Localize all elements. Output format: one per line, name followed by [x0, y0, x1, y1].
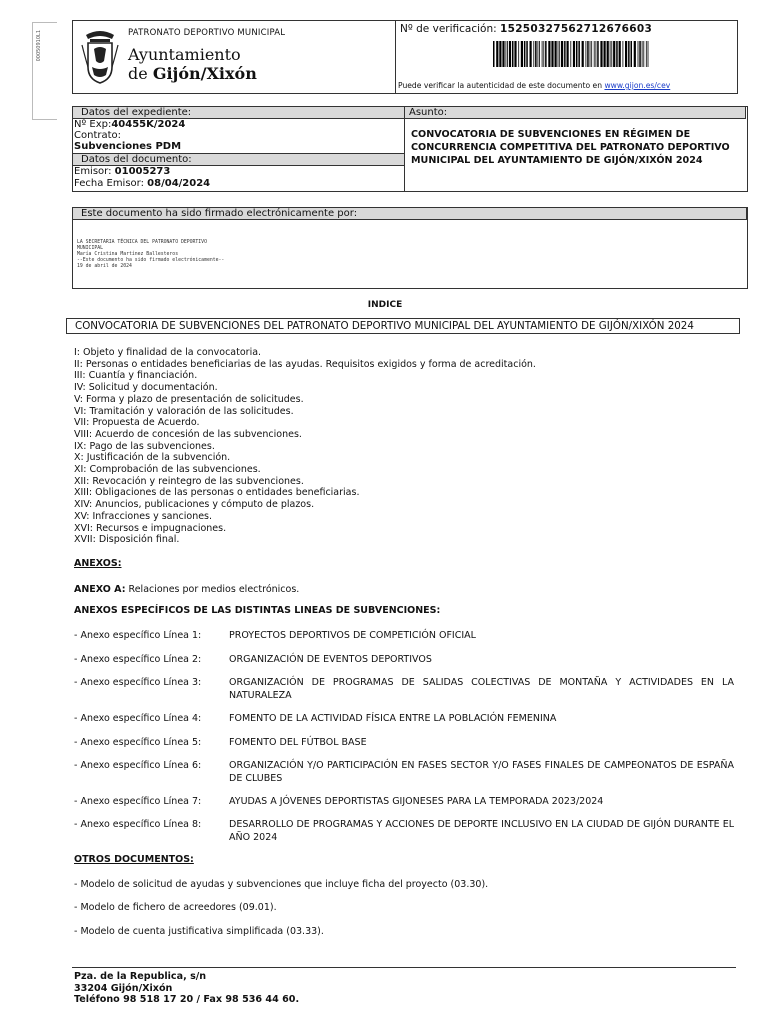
barcode-bar	[551, 41, 553, 67]
barcode-bar	[502, 41, 504, 67]
verification-code: 15250327562712676603	[499, 23, 653, 35]
toc-item: XVI: Recursos e impugnaciones.	[74, 522, 227, 534]
fecha-value: 08/04/2024	[147, 178, 211, 189]
documento-title: Datos del documento:	[72, 153, 405, 166]
toc-item: XVII: Disposición final.	[74, 534, 180, 546]
anexo-linea-label: - Anexo específico Línea 6:	[74, 760, 202, 771]
especificos-title: ANEXOS ESPECÍFICOS DE LAS DISTINTAS LINEAS DE SUBVENCIONES:	[74, 605, 441, 616]
barcode-bar	[616, 41, 618, 67]
barcode-bar	[619, 41, 621, 67]
toc-item: XIV: Anuncios, publicaciones y cómputo de plazos.	[74, 499, 315, 511]
toc-item: V: Forma y plazo de presentación de solicitudes.	[74, 393, 304, 405]
anexo-linea-text: ORGANIZACIÓN Y/O PARTICIPACIÓN EN FASES SECTOR Y/O FASES FINALES DE CAMPEONATOS DE ESPAÑA DE CLUBES	[229, 760, 734, 784]
anexo-a-text: Relaciones por medios electrónicos.	[128, 584, 300, 595]
org-name-line2	[128, 64, 257, 83]
barcode-bar	[611, 41, 612, 67]
barcode-bar	[648, 41, 649, 67]
asunto-title: Asunto:	[404, 106, 746, 119]
barcode-bar	[567, 41, 569, 67]
verification-line	[400, 23, 652, 35]
side-code: 00050910L1	[36, 30, 42, 62]
toc-item: XV: Infracciones y sanciones.	[74, 510, 213, 522]
anexo-linea-label: - Anexo específico Línea 4:	[74, 713, 202, 724]
toc-item: X: Justificación de la subvención.	[74, 452, 231, 464]
footer-line: 33204 Gijón/Xixón	[74, 982, 173, 994]
barcode-bar	[613, 41, 615, 67]
barcode-bar	[509, 41, 511, 67]
emisor	[74, 166, 170, 177]
toc-item: II: Personas o entidades beneficiarias de las ayudas. Requisitos exigidos y forma de acreditación.	[74, 358, 536, 370]
toc-list	[74, 347, 536, 546]
barcode-bar	[538, 41, 539, 67]
barcode-bar	[625, 41, 627, 67]
anexo-linea-label: - Anexo específico Línea 2:	[74, 654, 202, 665]
barcode-bar	[506, 41, 507, 67]
footer-address	[74, 971, 299, 1006]
barcode-bar	[638, 41, 639, 67]
exp-value: 40455K/2024	[111, 119, 186, 130]
verify-link[interactable]: www.gijon.es/cev	[604, 81, 671, 90]
barcode-bar	[493, 41, 495, 67]
barcode-bar	[596, 41, 597, 67]
org-small-title: PATRONATO DEPORTIVO MUNICIPAL	[128, 28, 286, 38]
anexo-linea-text: ORGANIZACIÓN DE PROGRAMAS DE SALIDAS COLECTIVAS DE MONTAÑA Y ACTIVIDADES EN LA NATURALEZA	[229, 677, 734, 701]
fecha-emisor	[74, 178, 210, 189]
contrato-value: Subvenciones PDM	[74, 141, 182, 152]
anexo-linea-text: AYUDAS A JÓVENES DEPORTISTAS GIJONESES PARA LA TEMPORADA 2023/2024	[229, 796, 604, 807]
barcode-bar	[545, 41, 547, 67]
barcode-bar	[582, 41, 584, 67]
otros-item: - Modelo de solicitud de ayudas y subvenciones que incluye ficha del proyecto (03.30).	[74, 879, 489, 890]
anexo-linea-label: - Anexo específico Línea 1:	[74, 630, 202, 641]
toc-item: I: Objeto y finalidad de la convocatoria.	[74, 347, 262, 358]
toc-item: IX: Pago de las subvenciones.	[74, 440, 215, 452]
toc-item: XII: Revocación y reintegro de las subvenciones.	[74, 475, 304, 487]
signature-title: Este documento ha sido firmado electrónicamente por:	[72, 207, 747, 220]
anexo-linea-text: FOMENTO DEL FÚTBOL BASE	[229, 737, 367, 748]
barcode-bar	[559, 41, 560, 67]
toc-item: XI: Comprobación de las subvenciones.	[74, 464, 261, 476]
barcode-bar	[558, 41, 559, 67]
anexos-title: ANEXOS:	[74, 558, 122, 569]
barcode-bar	[573, 41, 575, 67]
otros-title: OTROS DOCUMENTOS:	[74, 854, 194, 865]
barcode-bar	[507, 41, 508, 67]
header-divider	[395, 20, 396, 93]
barcode-bar	[578, 41, 580, 67]
anexo-linea-text: DESARROLLO DE PROGRAMAS Y ACCIONES DE DEPORTE INCLUSIVO EN LA CIUDAD DE GIJÓN DURANTE EL AÑO 2024	[229, 819, 734, 843]
barcode-bar	[555, 41, 557, 67]
barcode-bar	[526, 41, 528, 67]
org-name-city: Gijón/Xixón	[152, 64, 257, 83]
toc-item: IV: Solicitud y documentación.	[74, 382, 218, 394]
signature-line: María Cristina Martínez Ballesteros	[77, 252, 179, 257]
barcode-bar	[591, 41, 592, 67]
otros-item: - Modelo de cuenta justificativa simplificada (03.33).	[74, 926, 324, 937]
verify-note	[398, 81, 670, 90]
anexo-a	[74, 584, 299, 595]
footer-divider	[72, 967, 736, 968]
barcode-bar	[496, 41, 498, 67]
anexo-a-label: ANEXO A:	[74, 584, 126, 595]
emisor-label: Emisor:	[74, 166, 112, 177]
barcode-bar	[570, 41, 571, 67]
anexo-linea-label: - Anexo específico Línea 3:	[74, 677, 202, 688]
signature-line: LA SECRETARIA TÉCNICA DEL PATRONATO DEPORTIVO	[77, 240, 207, 245]
anexo-linea-text: FOMENTO DE LA ACTIVIDAD FÍSICA ENTRE LA POBLACIÓN FEMENINA	[229, 713, 557, 724]
barcode-bar	[587, 41, 589, 67]
verify-note-text: Puede verificar la autenticidad de este documento en	[398, 81, 603, 90]
barcode-bar	[576, 41, 578, 67]
exp-number	[74, 119, 185, 130]
footer-line: Teléfono 98 518 17 20 / Fax 98 536 44 60.	[74, 994, 300, 1005]
barcode-bar	[628, 41, 630, 67]
barcode-bar	[607, 41, 609, 67]
asunto-text: CONVOCATORIA DE SUBVENCIONES EN RÉGIMEN DE CONCURRENCIA COMPETITIVA DEL PATRONATO DEPORTIVO MUNICIPAL DEL AYUNTAMIENTO DE GIJÓN/XIXÓN 2024	[411, 129, 730, 166]
barcode-bar	[564, 41, 566, 67]
barcode-bar	[561, 41, 563, 67]
signature-line: 19 de abril de 2024	[77, 264, 132, 269]
org-name-line1: Ayuntamiento	[128, 45, 241, 64]
toc-item: III: Cuantía y financiación.	[74, 370, 198, 382]
barcode-bar	[524, 41, 526, 67]
toc-item: VI: Tramitación y valoración de las solicitudes.	[74, 405, 294, 417]
barcode-bar	[610, 41, 611, 67]
barcode-bar	[586, 41, 587, 67]
barcode-bar	[548, 41, 550, 67]
barcode	[493, 41, 673, 67]
anexo-linea-label: - Anexo específico Línea 7:	[74, 796, 202, 807]
signature-line: MUNICIPAL	[77, 246, 103, 251]
footer-line: Pza. de la Republica, s/n	[74, 971, 207, 982]
expediente-title: Datos del expediente:	[72, 106, 405, 119]
emisor-value: 01005273	[114, 166, 171, 177]
otros-item: - Modelo de fichero de acreedores (09.01).	[74, 902, 277, 913]
barcode-bar	[514, 41, 516, 67]
fecha-label: Fecha Emisor:	[74, 178, 144, 189]
barcode-bar	[535, 41, 537, 67]
exp-label: Nº Exp:	[74, 119, 112, 130]
contrato-label: Contrato:	[74, 130, 122, 141]
coat-of-arms-logo	[80, 27, 120, 85]
barcode-bar	[639, 41, 641, 67]
anexo-linea-label: - Anexo específico Línea 8:	[74, 819, 202, 830]
signature-line: --Este documento ha sido firmado electrónicamente--	[77, 258, 225, 263]
barcode-bar	[543, 41, 544, 67]
barcode-bar	[646, 41, 647, 67]
barcode-bar	[634, 41, 636, 67]
barcode-bar	[594, 41, 595, 67]
org-name-prefix: de	[128, 64, 148, 83]
verification-label: Nº de verificación:	[400, 23, 497, 35]
toc-item: VIII: Acuerdo de concesión de las subvenciones.	[74, 428, 302, 440]
barcode-bar	[643, 41, 644, 67]
barcode-bar	[590, 41, 591, 67]
barcode-bar	[533, 41, 534, 67]
signature-text	[77, 240, 224, 270]
barcode-bar	[600, 41, 602, 67]
barcode-bar	[499, 41, 501, 67]
barcode-bar	[631, 41, 633, 67]
convocatoria-title: CONVOCATORIA DE SUBVENCIONES DEL PATRONATO DEPORTIVO MUNICIPAL DEL AYUNTAMIENTO DE GIJÓN/XIXÓN 2024	[66, 318, 740, 334]
barcode-bar	[521, 41, 523, 67]
toc-item: VII: Propuesta de Acuerdo.	[74, 417, 200, 429]
barcode-bar	[604, 41, 606, 67]
barcode-bar	[518, 41, 519, 67]
toc-item: XIII: Obligaciones de las personas o entidades beneficiarias.	[74, 487, 360, 499]
anexo-linea-text: PROYECTOS DEPORTIVOS DE COMPETICIÓN OFICIAL	[229, 630, 476, 641]
barcode-bar	[539, 41, 540, 67]
barcode-bar	[530, 41, 532, 67]
barcode-bar	[542, 41, 543, 67]
barcode-bar	[642, 41, 643, 67]
anexo-linea-label: - Anexo específico Línea 5:	[74, 737, 202, 748]
barcode-bar	[597, 41, 599, 67]
anexo-linea-text: ORGANIZACIÓN DE EVENTOS DEPORTIVOS	[229, 654, 432, 665]
indice-title: INDICE	[367, 300, 403, 310]
barcode-bar	[512, 41, 514, 67]
barcode-bar	[623, 41, 624, 67]
